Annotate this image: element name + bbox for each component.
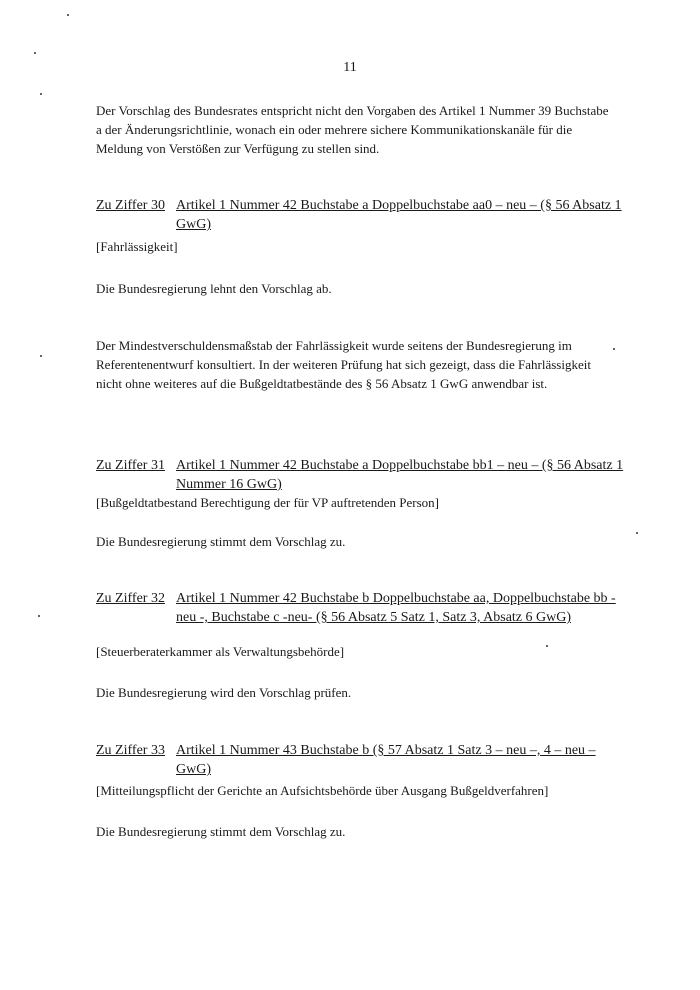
scan-speck: [546, 645, 548, 647]
section-paragraph: Die Bundesregierung wird den Vorschlag prüfen.: [96, 685, 352, 700]
section-title: Artikel 1 Nummer 42 Buchstabe a Doppelbuchstabe aa0 – neu – (§ 56 Absatz 1 GwG): [176, 198, 622, 232]
section-paragraph: Die Bundesregierung lehnt den Vorschlag ab.: [96, 281, 332, 296]
scan-speck: [40, 355, 42, 357]
scan-speck: [38, 615, 40, 617]
section-heading-30: [96, 196, 626, 234]
page-number: 11: [343, 60, 357, 75]
section-heading-33: [96, 741, 626, 779]
section-subject: [Steuerberaterkammer als Verwaltungsbehörde]: [96, 644, 345, 659]
section-subject: [Fahrlässigkeit]: [96, 239, 178, 254]
section-paragraph: Der Mindestverschuldensmaßstab der Fahrlässigkeit wurde seitens der Bundesregierung im Referentenentwurf konsultiert. In der weiteren Prüfung hat sich gezeigt, dass die Fahrlässigkeit nicht ohne weiteres auf die Bußgeldtatbestände des § 56 Absatz 1 GwG anwendbar ist.: [96, 338, 591, 391]
section-subject: [Mitteilungspflicht der Gerichte an Aufsichtsbehörde über Ausgang Bußgeldverfahren]: [96, 783, 549, 798]
section-title: Artikel 1 Nummer 42 Buchstabe a Doppelbuchstabe bb1 – neu – (§ 56 Absatz 1 Nummer 16 GwG): [176, 458, 624, 492]
intro-paragraph: Der Vorschlag des Bundesrates entspricht nicht den Vorgaben des Artikel 1 Nummer 39 Buchstabe a der Änderungsrichtlinie, wonach ein oder mehrere sichere Kommunikationskanäle für die Meldung von Verstößen zur Verfügung zu stellen sind.: [96, 103, 609, 156]
section-heading-32: [96, 589, 626, 627]
section-number: Zu Ziffer 33: [96, 743, 165, 758]
scan-speck: [613, 348, 615, 350]
section-number: Zu Ziffer 32: [96, 591, 165, 606]
section-heading-31: [96, 456, 626, 494]
section-number: Zu Ziffer 30: [96, 198, 165, 213]
section-subject: [Bußgeldtatbestand Berechtigung der für VP auftretenden Person]: [96, 495, 439, 510]
section-paragraph: Die Bundesregierung stimmt dem Vorschlag zu.: [96, 824, 346, 839]
section-paragraph: Die Bundesregierung stimmt dem Vorschlag zu.: [96, 534, 346, 549]
section-number: Zu Ziffer 31: [96, 458, 165, 473]
scan-speck: [67, 14, 69, 16]
scan-speck: [34, 52, 36, 54]
section-title: Artikel 1 Nummer 42 Buchstabe b Doppelbuchstabe aa, Doppelbuchstabe bb - neu -, Buchstabe c -neu- (§ 56 Absatz 5 Satz 1, Satz 3, Absatz 6 GwG): [176, 591, 616, 625]
scan-speck: [40, 93, 42, 95]
section-title: Artikel 1 Nummer 43 Buchstabe b (§ 57 Absatz 1 Satz 3 – neu –, 4 – neu – GwG): [176, 743, 596, 777]
scan-speck: [636, 532, 638, 534]
